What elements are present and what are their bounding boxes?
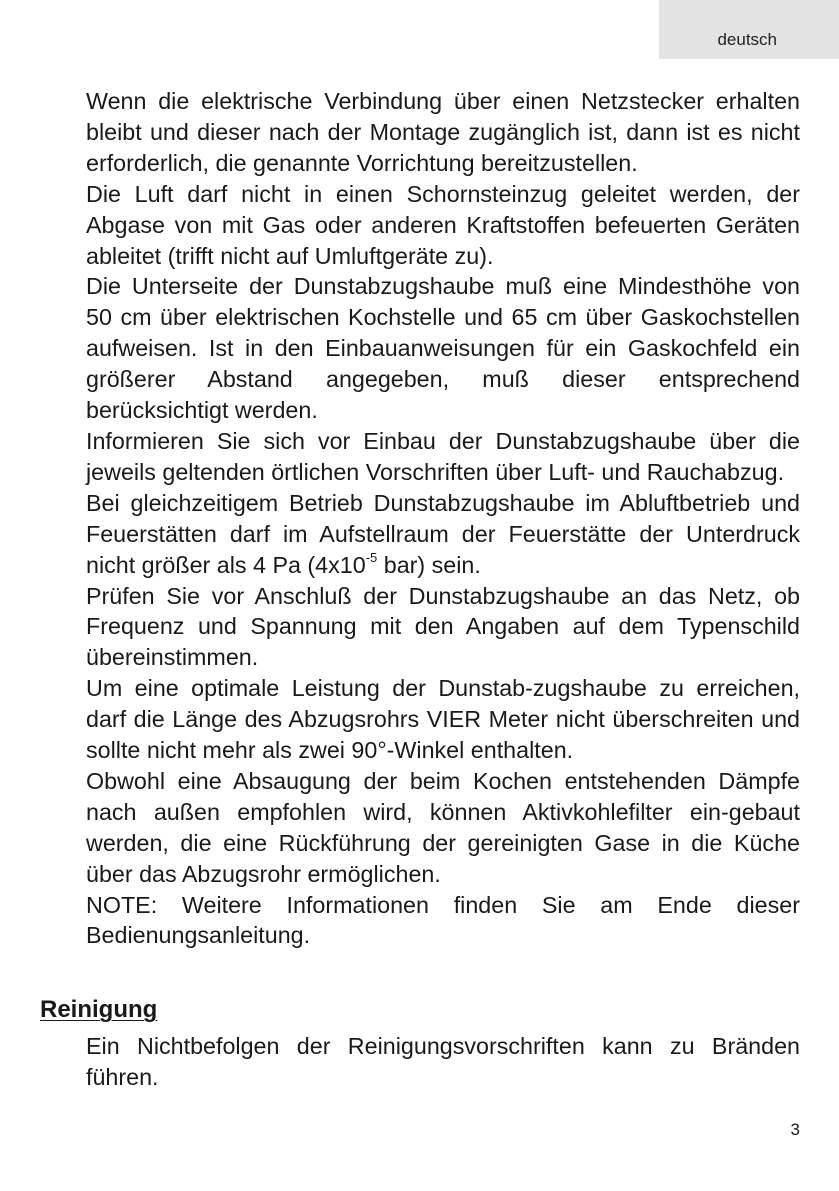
section-heading-cleaning: Reinigung <box>40 996 158 1023</box>
language-tab <box>659 0 839 59</box>
paragraph-exhaust-pipe: Um eine optimale Leistung der Dunstab-zugshaube zu erreichen, darf die Länge des Abzugsrohrs VIER Meter nicht überschreiten und sollte nicht mehr als zwei 90°-Winkel enthalten. <box>86 675 800 764</box>
paragraph-voltage-check: Prüfen Sie vor Anschluß der Dunstabzugshaube an das Netz, ob Frequenz und Spannung mit den Angaben auf dem Typenschild übereinstimmen. <box>86 582 800 671</box>
paragraph-carbon-filters: Obwohl eine Absaugung der beim Kochen entstehenden Dämpfe nach außen empfohlen wird, können Aktivkohlefilter ein-gebaut werden, die eine Rückführung der gereinigten Gase in die Küche über das Abzugsrohr ermöglichen. <box>86 767 800 887</box>
pressure-text-after: bar) sein. <box>377 551 481 578</box>
pressure-exponent: -5 <box>365 549 378 565</box>
main-content <box>86 86 800 951</box>
paragraph-cleaning-warning: Ein Nichtbefolgen der Reinigungsvorschriften kann zu Bränden führen. <box>86 1033 800 1090</box>
language-label: deutsch <box>717 30 777 49</box>
paragraph-local-regulations: Informieren Sie sich vor Einbau der Dunstabzugshaube über die jeweils geltenden örtlichen Vorschriften über Luft- und Rauchabzug. <box>86 427 800 485</box>
note-label: NOTE: <box>86 891 158 918</box>
paragraph-minimum-height: Die Unterseite der Dunstabzugshaube muß eine Mindesthöhe von 50 cm über elektrischen Kochstelle und 65 cm über Gaskochstellen aufweisen. Ist in den Einbauanweisungen für ein Gaskochfeld ein größerer Abstand angegeben, muß dieser entsprechend berücksichtigt werden. <box>86 273 800 424</box>
cleaning-section <box>86 1031 800 1093</box>
page-number: 3 <box>790 1120 800 1139</box>
pressure-text-before: Bei gleichzeitigem Betrieb Dunstabzugshaube im Abluftbetrieb und Feuerstätten darf im Aufstellraum der Feuerstätte der Unterdruck nicht größer als 4 Pa (4x10 <box>86 489 800 578</box>
paragraph-electrical-connection: Wenn die elektrische Verbindung über einen Netzstecker erhalten bleibt und dieser nach der Montage zugänglich ist, dann ist es nicht erforderlich, die genannte Vorrichtung bereitzustellen. <box>86 88 800 176</box>
paragraph-note <box>86 890 800 952</box>
note-text: Weitere Informationen finden Sie am Ende dieser Bedienungsanleitung. <box>86 891 800 949</box>
paragraph-negative-pressure <box>86 488 800 581</box>
paragraph-chimney: Die Luft darf nicht in einen Schornsteinzug geleitet werden, der Abgase von mit Gas oder anderen Kraftstoffen befeuerten Geräten ableitet (trifft nicht auf Umluftgeräte zu). <box>86 180 800 269</box>
